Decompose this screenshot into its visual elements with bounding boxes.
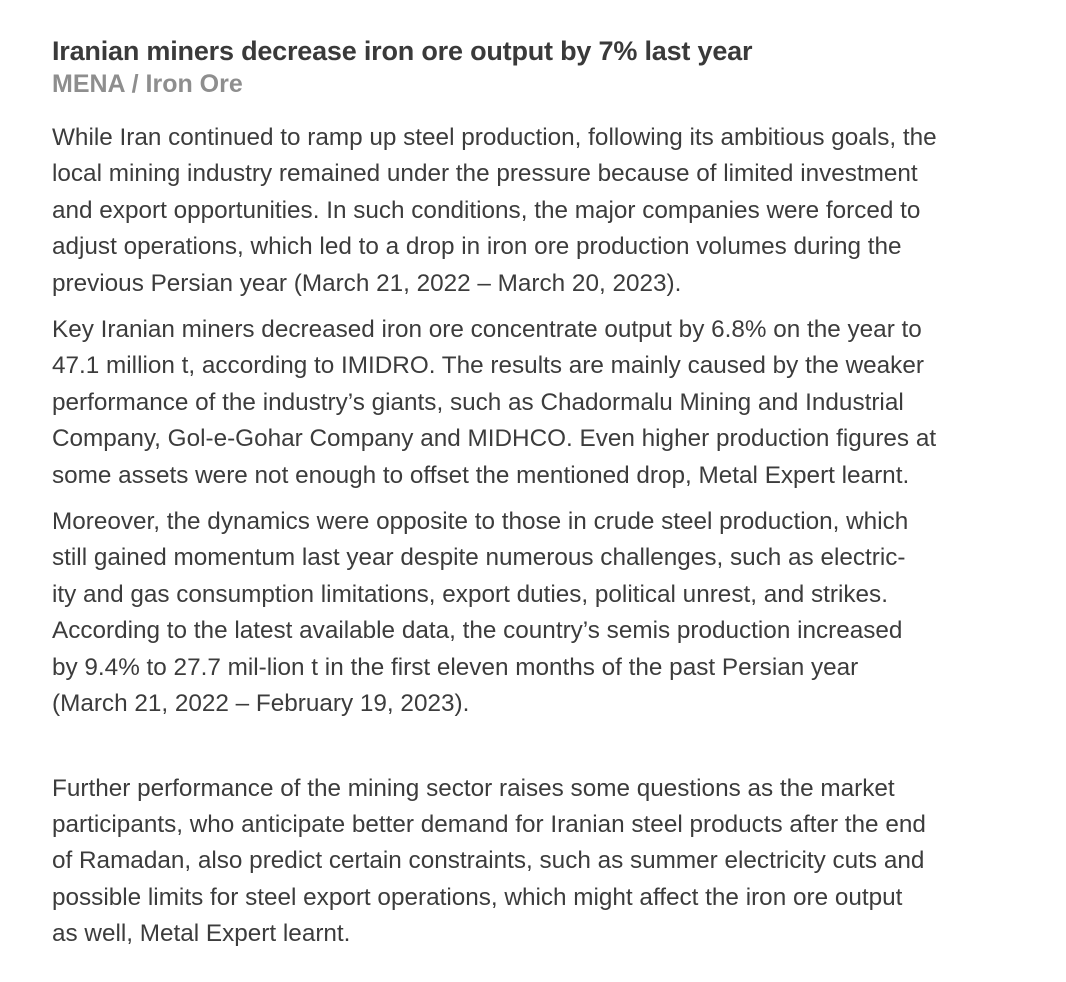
paragraph-1 — [52, 120, 1052, 302]
text-line: local mining industry remained under the pressure because of limited investment — [52, 160, 918, 188]
text-line: adjust operations, which led to a drop in iron ore production volumes during the — [52, 233, 902, 261]
text-line: by 9.4% to 27.7 mil-lion t in the first eleven months of the past Persian year — [52, 653, 859, 681]
article-category: MENA / Iron Ore — [52, 70, 243, 98]
text-line: as well, Metal Expert learnt. — [52, 920, 351, 948]
article-body — [52, 120, 1052, 953]
paragraph-4 — [52, 771, 1052, 953]
text-line: 47.1 million t, according to IMIDRO. The results are mainly caused by the weaker — [52, 352, 924, 380]
text-line: possible limits for steel export operations, which might affect the iron ore output — [52, 883, 903, 911]
article-headline: Iranian miners decrease iron ore output by 7% last year — [52, 36, 753, 66]
text-line: of Ramadan, also predict certain constraints, such as summer electricity cuts and — [52, 847, 925, 875]
text-line: Key Iranian miners decreased iron ore concentrate output by 6.8% on the year to — [52, 316, 922, 344]
text-line: still gained momentum last year despite numerous challenges, such as electric- — [52, 544, 906, 572]
text-line: According to the latest available data, the country’s semis production increased — [52, 617, 903, 645]
text-line: Company, Gol-e-Gohar Company and MIDHCO. Even higher production figures at — [52, 425, 937, 453]
text-line: previous Persian year (March 21, 2022 – March 20, 2023). — [52, 269, 682, 297]
text-line: performance of the industry’s giants, such as Chadormalu Mining and Industrial — [52, 388, 904, 416]
text-line: participants, who anticipate better demand for Iranian steel products after the end — [52, 810, 926, 838]
paragraph-3 — [52, 504, 1052, 722]
text-line: and export opportunities. In such conditions, the major companies were forced to — [52, 196, 921, 224]
text-line: some assets were not enough to offset the mentioned drop, Metal Expert learnt. — [52, 461, 910, 489]
text-line: ity and gas consumption limitations, export duties, political unrest, and strikes. — [52, 580, 888, 608]
article — [52, 34, 1052, 963]
paragraph-2 — [52, 312, 1052, 494]
text-line: Further performance of the mining sector raises some questions as the market — [52, 774, 895, 802]
text-line: Moreover, the dynamics were opposite to those in crude steel production, which — [52, 508, 909, 536]
text-line: While Iran continued to ramp up steel production, following its ambitious goals, the — [52, 124, 937, 151]
text-line: (March 21, 2022 – February 19, 2023). — [52, 690, 470, 718]
